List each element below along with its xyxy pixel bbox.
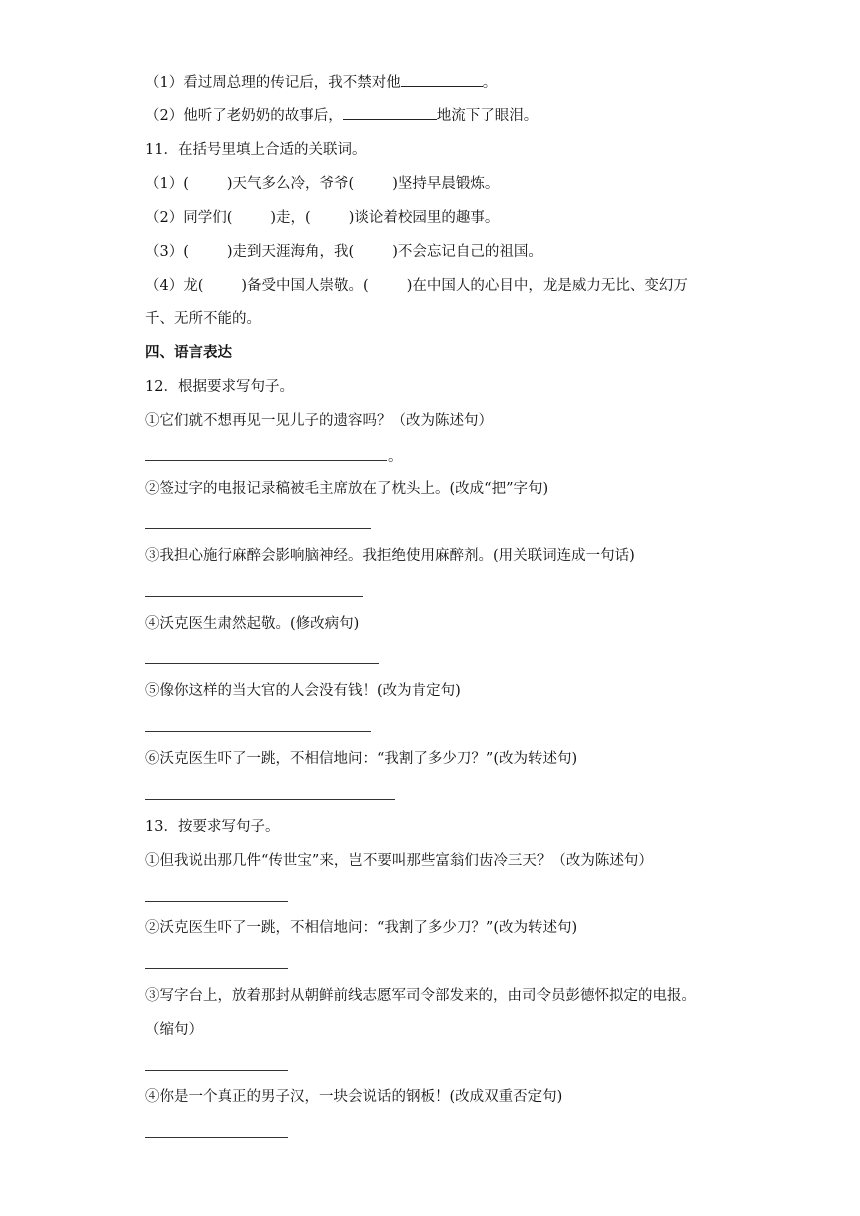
q12-item-1: ①它们就不想再见一见儿子的遗容吗？（改为陈述句）	[145, 413, 493, 429]
q10-sentence-1	[145, 72, 497, 93]
q11-s3-part-b: )走到天涯海角，我(	[226, 244, 355, 260]
q11-s3-part-c: )不会忘记自己的祖国。	[392, 244, 543, 260]
q11-sentence-3	[145, 242, 543, 262]
q12-item-5: ⑤像你这样的当大官的人会没有钱！(改为肯定句)	[145, 683, 461, 699]
q13-answer-line-1[interactable]	[145, 901, 288, 902]
q13-answer-line-3[interactable]	[145, 1070, 288, 1071]
q12-item-3: ③我担心施行麻醉会影响脑神经。我拒绝使用麻醉剂。(用关联词连成一句话)	[145, 548, 635, 564]
q12-answer-line-1[interactable]	[145, 460, 387, 461]
q11-s4-part-c: )在中国人的心目中，龙是威力无比、变幻万	[406, 278, 688, 294]
q12-item-4: ④沃克医生肃然起敬。(修改病句)	[145, 616, 360, 632]
q10-sentence-2	[145, 105, 538, 126]
q11-sentence-4-cont: 千、无所不能的。	[145, 311, 261, 327]
q10-s2-blank[interactable]	[343, 105, 437, 120]
q11-s3-part-a: （3）(	[145, 244, 189, 260]
q11-sentence-2	[145, 208, 499, 228]
q10-s1-pre: （1）看过周总理的传记后，我不禁对他	[145, 75, 401, 91]
q11-s1-part-a: （1）(	[145, 176, 189, 192]
q13-answer-line-2[interactable]	[145, 968, 288, 969]
q11-sentence-4	[145, 276, 688, 296]
q12-item-2: ②签过字的电报记录稿被毛主席放在了枕头上。(改成“把”字句)	[145, 481, 549, 497]
q12-answer-line-6[interactable]	[145, 799, 395, 800]
q12-answer-line-3[interactable]	[145, 596, 363, 597]
q12-item-6: ⑥沃克医生吓了一跳，不相信地问：“我割了多少刀？”(改为转述句)	[145, 751, 578, 767]
q13-answer-line-4[interactable]	[145, 1137, 288, 1138]
q11-s4-part-a: （4）龙(	[145, 278, 204, 294]
q12-title: 12．根据要求写句子。	[145, 379, 294, 395]
q11-s1-part-b: )天气多么冷，爷爷(	[226, 176, 355, 192]
q13-title: 13．按要求写句子。	[145, 819, 280, 835]
q13-item-4: ④你是一个真正的男子汉，一块会说话的钢板！(改成双重否定句)	[145, 1089, 563, 1105]
q10-s1-blank[interactable]	[401, 72, 483, 87]
q13-item-1: ①但我说出那几件“传世宝”来，岂不要叫那些富翁们齿冷三天？（改为陈述句）	[145, 853, 653, 869]
q10-s2-pre: （2）他听了老奶奶的故事后，	[145, 108, 343, 124]
q11-s4-part-b: )备受中国人崇敬。(	[241, 278, 369, 294]
q11-s1-part-c: )坚持早晨锻炼。	[392, 176, 500, 192]
q13-item-3-cont: （缩句）	[145, 1022, 203, 1038]
q11-s2-part-b: )走，(	[270, 210, 311, 226]
q12-answer-line-5[interactable]	[145, 731, 371, 732]
q12-answer-line-4[interactable]	[145, 663, 379, 664]
q12-item-1-period: 。	[388, 449, 403, 465]
q11-sentence-1	[145, 174, 499, 194]
q10-s2-post: 地流下了眼泪。	[436, 108, 539, 124]
q10-s1-post: 。	[482, 75, 498, 91]
q13-item-2: ②沃克医生吓了一跳，不相信地问：“我割了多少刀？”(改为转述句)	[145, 920, 578, 936]
q12-answer-line-2[interactable]	[145, 528, 371, 529]
q11-title: 11．在括号里填上合适的关联词。	[145, 142, 367, 158]
section-4-heading: 四、语言表达	[145, 344, 232, 361]
q11-s2-part-a: （2）同学们(	[145, 210, 233, 226]
q13-item-3: ③写字台上，放着那封从朝鲜前线志愿军司令部发来的，由司令员彭德怀拟定的电报。	[145, 988, 696, 1004]
q11-s2-part-c: )谈论着校园里的趣事。	[348, 210, 500, 226]
